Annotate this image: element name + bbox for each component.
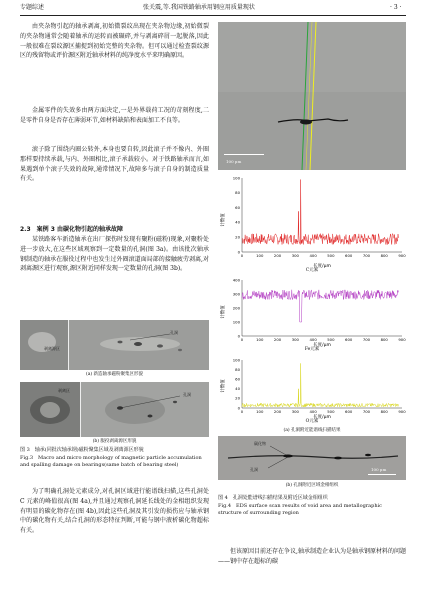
section-heading-2-3: 2.3 案例 3 由碳化物引起的轴承故障 [20, 226, 123, 233]
label-hole-3b: 孔洞 [183, 392, 191, 397]
chart-o-xtick-200: 200 [273, 409, 282, 414]
chart-c-series-line [242, 179, 398, 244]
chart-c-xtick-100: 100 [256, 253, 264, 258]
figure-4b-micrograph [218, 436, 406, 480]
chart-c-xtick-0: 0 [240, 253, 244, 258]
chart-o-xtick-100: 100 [256, 409, 264, 414]
header-citation: 张关震,等.我国铁路轴承用钢应用质量现状 [143, 4, 255, 11]
chart-fe-ytick-100: 100 [232, 319, 240, 325]
chart-c-ylabel: 计数值 [221, 213, 226, 227]
figure-3b-texture [20, 382, 209, 437]
chart-o-ylabel: 计数值 [221, 379, 226, 393]
chart-fe-xtick-800: 800 [380, 337, 388, 342]
chart-fe-ytick-0: 0 [237, 333, 240, 339]
chart-c-xtick-300: 300 [291, 253, 299, 258]
chart-c-xtick-400: 400 [309, 253, 317, 258]
chart-c-xtick-700: 700 [362, 253, 371, 258]
chart-o-ytick-60: 60 [235, 376, 240, 382]
chart-o-xtick-300: 300 [291, 409, 299, 414]
chart-c-xtick-200: 200 [273, 253, 282, 258]
chart-c-ytick-0: 0 [237, 249, 240, 255]
body-paragraph-1: 由夹杂物引起的轴承剥离,初始微裂纹出现在夹杂物边缘,初始微裂的夹杂物通常会随着轴承的运转而被碾碎,并与剥离碎屑一起脱落,因此一般很难在裂纹源区捕捉到初始完整的夹杂物。但可以通过检查裂纹源区的残留物或评价源区附近轴承材料的纯净度水平来明确原因。 [20, 23, 209, 60]
chart-o-ytick-100: 100 [232, 357, 240, 363]
chart-fe-subcaption: Fe元素 [304, 347, 320, 352]
figure-4b-caption: (b) 孔洞附近区域金相组织 [285, 483, 339, 488]
chart-c-yticks [233, 175, 241, 254]
chart-c-subcaption: C元素 [305, 268, 319, 273]
label-hole-3a: 孔洞 [170, 330, 178, 335]
chart-c-ytick-20: 20 [235, 234, 240, 240]
chart-fe-xtick-700: 700 [362, 337, 371, 342]
chart-o-xlabel: 长度/μm [313, 415, 331, 420]
micrograph-scale-top: 100 μm [226, 159, 242, 164]
chart-fe-xtick-500: 500 [327, 337, 335, 342]
chart-fe-xlabel: 长度/μm [313, 343, 331, 348]
chart-c-xtick-800: 800 [380, 253, 388, 258]
chart-o-xtick-700: 700 [362, 409, 371, 414]
chart-fe-yticks [233, 277, 241, 338]
chart-fe-xtick-0: 0 [240, 337, 244, 342]
chart-fe-xticks [241, 337, 406, 342]
body-paragraph-5: 为了明确孔洞处元素成分,对孔洞区域进行能谱线扫描,这些孔洞处 C 元素的峰值很高(图 4a),并且通过观察孔洞延长线处的金相组织发现有明显的碳化物存在(图 4b),因此这些孔洞及其引发的损伤应与轴承钢中的碳化物有关,结合孔洞的形态特征判断,可能与钢中液析碳化物超标有关。 [20, 488, 209, 535]
figure-4a-caption: (a) 孔洞附近能谱线扫描结果 [283, 428, 341, 433]
figure-3b-photo [20, 382, 209, 437]
chart-fe-ylabel: 计数值 [221, 305, 226, 319]
chart-o-ytick-40: 40 [235, 386, 240, 392]
figure-3b-caption: (b) 服役剥离源区形貌 [92, 439, 137, 444]
chart-o-xticks [241, 409, 406, 414]
figure-4b-micrograph-texture [218, 436, 406, 480]
header-rule [20, 15, 406, 16]
label-spall-area: 剥离区 [58, 388, 70, 393]
chart-o-series-line [242, 363, 398, 407]
chart-c-xticks [241, 253, 406, 258]
chart-fe-element [218, 274, 406, 348]
body-paragraph-4: 某铁路客车新造轴承在出厂探伤时发现有聚粉(磁粉)现象,对聚粉处进一步放大,在这些区域观察到一定数量的孔洞(图 3a)。由该批次轴承钢制造的轴承在服役过程中也发生过外圈滚道面局部的接触疲劳剥离,对剥离源区进行观察,源区附近同样发现一定数量的孔洞(图 3b)。 [20, 236, 209, 273]
chart-fe-axes [242, 280, 402, 336]
chart-c-xtick-500: 500 [327, 253, 335, 258]
chart-fe-xtick-200: 200 [273, 337, 282, 342]
chart-o-xtick-800: 800 [380, 409, 388, 414]
chart-o-element [218, 356, 406, 420]
chart-o-ytick-80: 80 [235, 366, 240, 372]
chart-c-ytick-80: 80 [235, 190, 240, 196]
figure-4-micrograph-texture [218, 22, 406, 170]
chart-c-ytick-60: 60 [235, 204, 240, 210]
chart-fe-xtick-400: 400 [309, 337, 317, 342]
chart-c-xtick-600: 600 [345, 253, 353, 258]
chart-o-yticks [233, 357, 241, 410]
chart-o-xtick-400: 400 [309, 409, 317, 414]
figure-3a-photo [20, 320, 209, 370]
figure-3-caption-cn: 图 3 轴承(同批次轴承钢)磁粉聚集区域及剥离源区形貌 [20, 447, 144, 453]
figure-4-caption-cn: 图 4 孔洞处能谱线扫描结果及附近区域金相组织 [218, 495, 328, 501]
header-journal: 专题综述 [20, 4, 45, 11]
chart-fe-xtick-600: 600 [345, 337, 353, 342]
chart-fe-ytick-300: 300 [232, 291, 240, 297]
chart-o-subcaption: O元素 [305, 419, 319, 424]
figure-3a-caption: (a) 新造轴承磁粉聚集区形貌 [85, 372, 144, 377]
label-spall-source: 剥离源区 [44, 346, 60, 351]
chart-fe-ytick-200: 200 [232, 305, 240, 311]
figure-4-linescan-micrograph [218, 22, 406, 170]
chart-c-ytick-40: 40 [235, 219, 240, 225]
chart-c-ytick-100: 100 [232, 175, 240, 181]
micrograph-scale-bottom: 100 μm [371, 467, 387, 472]
chart-o-xtick-0: 0 [240, 409, 244, 414]
chart-fe-xtick-900: 900 [398, 337, 406, 342]
body-paragraph-2: 金属零件的失效多由两方面决定,一是外界载荷工况的苛刻程度,二是零件自身是否存在薄弱环节,如材料缺陷和表面加工不良等。 [20, 107, 209, 124]
chart-fe-xtick-100: 100 [256, 337, 264, 342]
page-header [0, 0, 427, 19]
chart-c-xtick-900: 900 [398, 253, 406, 258]
chart-c-element [218, 172, 406, 270]
label-hole-4b: 孔洞 [250, 467, 258, 472]
chart-o-ytick-20: 20 [235, 395, 240, 401]
figure-4-caption-en: Fig.4 EDS surface scan results of void area and metallographic structure of surrounding region [218, 503, 382, 516]
chart-o-xtick-900: 900 [398, 409, 406, 414]
chart-fe-series-line [242, 290, 398, 322]
chart-o-ytick-0: 0 [237, 405, 240, 411]
chart-fe-ytick-400: 400 [232, 277, 240, 283]
chart-fe-xtick-300: 300 [291, 337, 299, 342]
chart-o-axes [242, 360, 402, 408]
body-paragraph-3: 滚子除了围绕内圈公转外,本身也要自转,因此滚子并不像内、外圈那样要持续承载,与内、外圈相比,滚子承载较小。对于铁路轴承而言,如果遇到单个滚子失效的故障,通常情况下,故障多与滚子自身的制造质量有关。 [20, 146, 209, 183]
figure-3a-texture [20, 320, 209, 370]
chart-c-xlabel: 长度/μm [313, 264, 331, 269]
chart-o-xtick-600: 600 [345, 409, 353, 414]
figure-3-caption-en: Fig.3 Macro and micro morphology of magnetic particle accumulation and spalling damage on bearings(same batch of bearing steel) [20, 455, 202, 468]
body-paragraph-6: 但该原因目前还存在争议,轴承制造企业认为是轴承钢原材料的问题——钢中存在超标的碳 [218, 548, 406, 565]
header-page-number: · 3 · [390, 4, 402, 11]
label-carbide: 碳化物 [254, 441, 266, 446]
chart-o-xtick-500: 500 [327, 409, 335, 414]
